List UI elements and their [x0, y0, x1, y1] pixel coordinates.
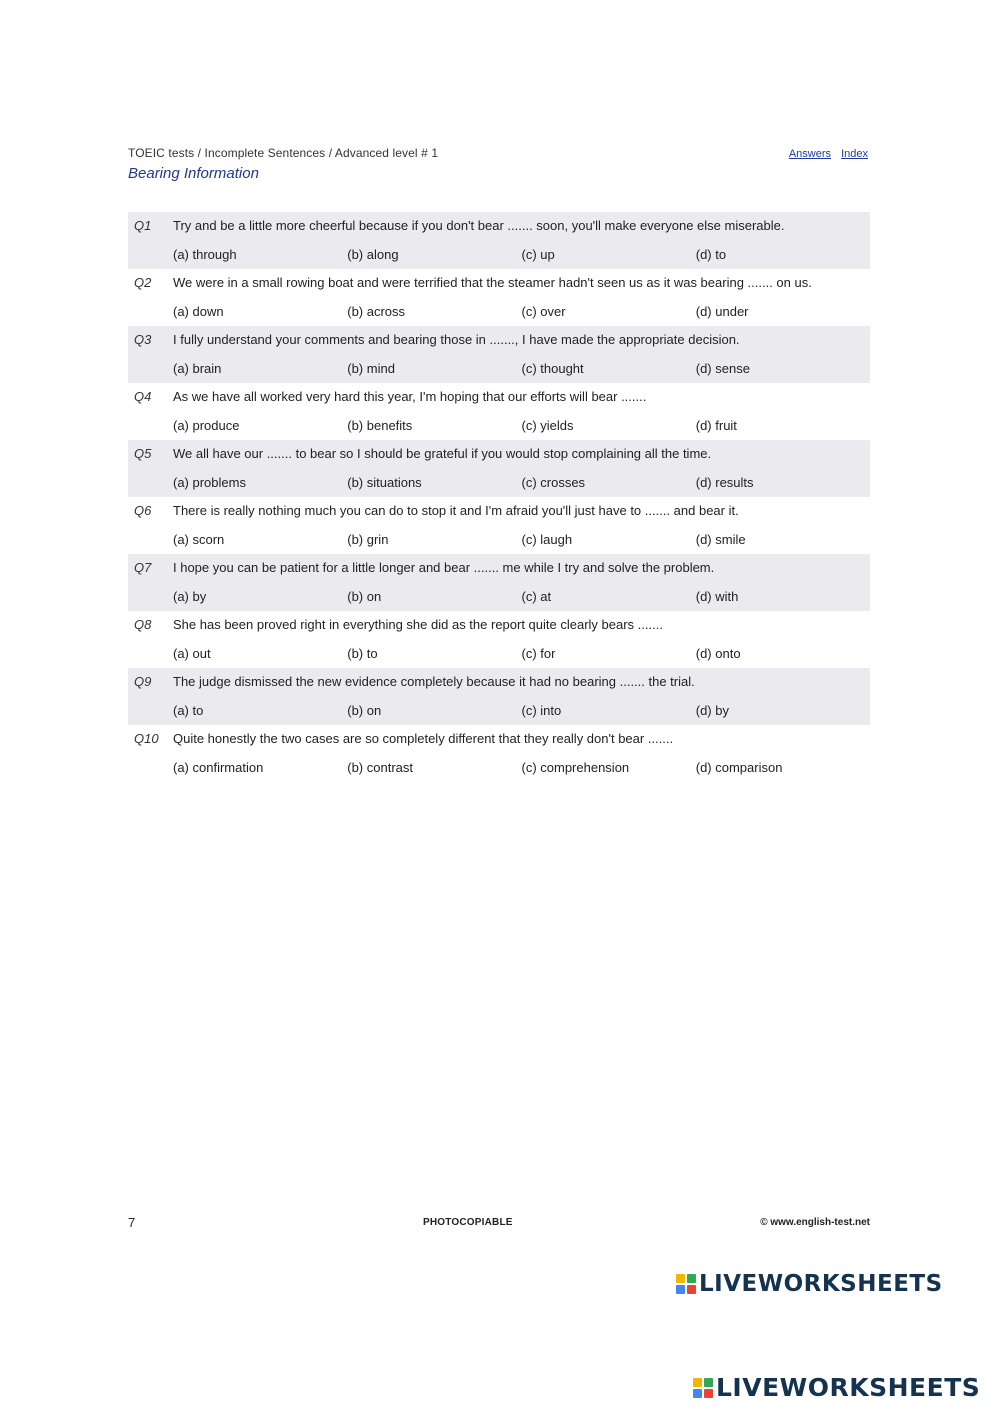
answer-option[interactable]: (c) up: [521, 246, 555, 262]
logo-square: [687, 1285, 696, 1294]
photocopiable-label: PHOTOCOPIABLE: [423, 1217, 513, 1228]
question-text: There is really nothing much you can do to stop it and I'm afraid you'll just have to ....... and bear it.: [173, 503, 739, 518]
page-header: [128, 146, 868, 182]
question-number: Q4: [134, 389, 152, 404]
question-number: Q9: [134, 674, 152, 689]
liveworksheets-logo-icon: [693, 1378, 713, 1398]
question-block: [128, 668, 870, 725]
answer-option[interactable]: (b) on: [347, 702, 382, 718]
question-block: [128, 383, 870, 440]
question-row: [128, 329, 870, 353]
question-block: [128, 440, 870, 497]
liveworksheets-logo-icon: [676, 1274, 696, 1294]
answer-option[interactable]: (c) crosses: [521, 474, 586, 490]
answer-option[interactable]: (a) by: [173, 588, 207, 604]
copyright-text: © www.english-test.net: [760, 1217, 870, 1228]
logo-square: [676, 1285, 685, 1294]
question-text: She has been proved right in everything she did as the report quite clearly bears .......: [173, 617, 663, 632]
question-number: Q1: [134, 218, 152, 233]
logo-square: [676, 1274, 685, 1283]
question-row: [128, 728, 870, 752]
answer-options: [128, 695, 870, 725]
answer-options: [128, 353, 870, 383]
liveworksheets-logo: [693, 1373, 980, 1402]
answer-option[interactable]: (b) mind: [347, 360, 395, 376]
answer-option[interactable]: (d) with: [695, 588, 739, 604]
question-number: Q7: [134, 560, 152, 575]
question-row: [128, 557, 870, 581]
answer-option[interactable]: (d) comparison: [695, 759, 783, 775]
question-number: Q8: [134, 617, 152, 632]
answer-option[interactable]: (a) produce: [173, 417, 240, 433]
logo-square: [704, 1378, 713, 1387]
question-block: [128, 611, 870, 668]
question-number: Q10: [134, 731, 159, 746]
logo-square: [687, 1274, 696, 1283]
question-row: [128, 443, 870, 467]
question-number: Q6: [134, 503, 152, 518]
liveworksheets-logo: [676, 1271, 943, 1297]
answer-option[interactable]: (d) to: [695, 246, 727, 262]
question-row: [128, 671, 870, 695]
answer-option[interactable]: (d) smile: [695, 531, 746, 547]
answer-option[interactable]: (a) problems: [173, 474, 246, 490]
question-block: [128, 212, 870, 269]
question-block: [128, 497, 870, 554]
brand-name: LIVEWORKSHEETS: [716, 1373, 981, 1402]
answer-options: [128, 239, 870, 269]
question-list: [128, 212, 870, 782]
answer-option[interactable]: (c) comprehension: [521, 759, 630, 775]
page-footer: [128, 1215, 870, 1231]
answer-option[interactable]: (c) for: [521, 645, 556, 661]
answer-options: [128, 524, 870, 554]
answer-option[interactable]: (d) results: [695, 474, 754, 490]
logo-square: [693, 1378, 702, 1387]
answer-option[interactable]: (c) over: [521, 303, 566, 319]
answer-options: [128, 410, 870, 440]
answer-option[interactable]: (c) laugh: [521, 531, 573, 547]
answer-option[interactable]: (b) to: [347, 645, 378, 661]
answer-option[interactable]: (b) grin: [347, 531, 389, 547]
answer-options: [128, 581, 870, 611]
question-text: We were in a small rowing boat and were terrified that the steamer hadn't seen us as it was bearing ....... on us.: [173, 275, 812, 290]
index-link[interactable]: Index: [841, 148, 868, 160]
question-block: [128, 554, 870, 611]
answer-option[interactable]: (b) situations: [347, 474, 422, 490]
question-block: [128, 725, 870, 782]
answer-option[interactable]: (d) sense: [695, 360, 750, 376]
answer-options: [128, 296, 870, 326]
answer-option[interactable]: (d) by: [695, 702, 729, 718]
breadcrumb: TOEIC tests / Incomplete Sentences / Advanced level # 1: [128, 146, 439, 160]
logo-square: [704, 1389, 713, 1398]
answer-option[interactable]: (a) brain: [173, 360, 222, 376]
question-row: [128, 500, 870, 524]
question-text: I hope you can be patient for a little longer and bear ....... me while I try and solve the problem.: [173, 560, 715, 575]
answer-option[interactable]: (a) down: [173, 303, 224, 319]
question-text: Quite honestly the two cases are so completely different that they really don't bear .......: [173, 731, 674, 746]
question-text: We all have our ....... to bear so I should be grateful if you would stop complaining all the time.: [173, 446, 712, 461]
answer-options: [128, 467, 870, 497]
answer-options: [128, 752, 870, 782]
question-row: [128, 272, 870, 296]
answer-option[interactable]: (c) at: [521, 588, 552, 604]
question-row: [128, 215, 870, 239]
answer-option[interactable]: (c) yields: [521, 417, 574, 433]
answer-option[interactable]: (d) under: [695, 303, 749, 319]
answer-option[interactable]: (b) contrast: [347, 759, 413, 775]
answer-option[interactable]: (a) to: [173, 702, 204, 718]
question-number: Q5: [134, 446, 152, 461]
answer-option[interactable]: (a) through: [173, 246, 237, 262]
answer-option[interactable]: (a) out: [173, 645, 211, 661]
question-block: [128, 269, 870, 326]
question-number: Q2: [134, 275, 152, 290]
answer-options: [128, 638, 870, 668]
answer-option[interactable]: (a) scorn: [173, 531, 225, 547]
question-row: [128, 614, 870, 638]
answer-option[interactable]: (c) thought: [521, 360, 584, 376]
answer-option[interactable]: (b) on: [347, 588, 382, 604]
answer-option[interactable]: (b) across: [347, 303, 406, 319]
page-number: 7: [128, 1215, 136, 1230]
answer-option[interactable]: (b) benefits: [347, 417, 413, 433]
question-row: [128, 386, 870, 410]
question-text: As we have all worked very hard this year, I'm hoping that our efforts will bear .......: [173, 389, 647, 404]
question-text: The judge dismissed the new evidence completely because it had no bearing ....... the trial.: [173, 674, 695, 689]
answer-option[interactable]: (b) along: [347, 246, 399, 262]
answers-link[interactable]: Answers: [788, 148, 832, 160]
question-block: [128, 326, 870, 383]
page-title: Bearing Information: [128, 165, 259, 182]
answer-option[interactable]: (d) fruit: [695, 417, 737, 433]
answer-option[interactable]: (a) confirmation: [173, 759, 264, 775]
question-number: Q3: [134, 332, 152, 347]
answer-option[interactable]: (d) onto: [695, 645, 741, 661]
answer-option[interactable]: (c) into: [521, 702, 562, 718]
logo-square: [693, 1389, 702, 1398]
question-text: Try and be a little more cheerful because if you don't bear ....... soon, you'll make everyone else miserable.: [173, 218, 785, 233]
question-text: I fully understand your comments and bearing those in ......., I have made the appropriate decision.: [173, 332, 740, 347]
nav-links: [782, 148, 868, 160]
brand-name: LIVEWORKSHEETS: [699, 1271, 943, 1297]
